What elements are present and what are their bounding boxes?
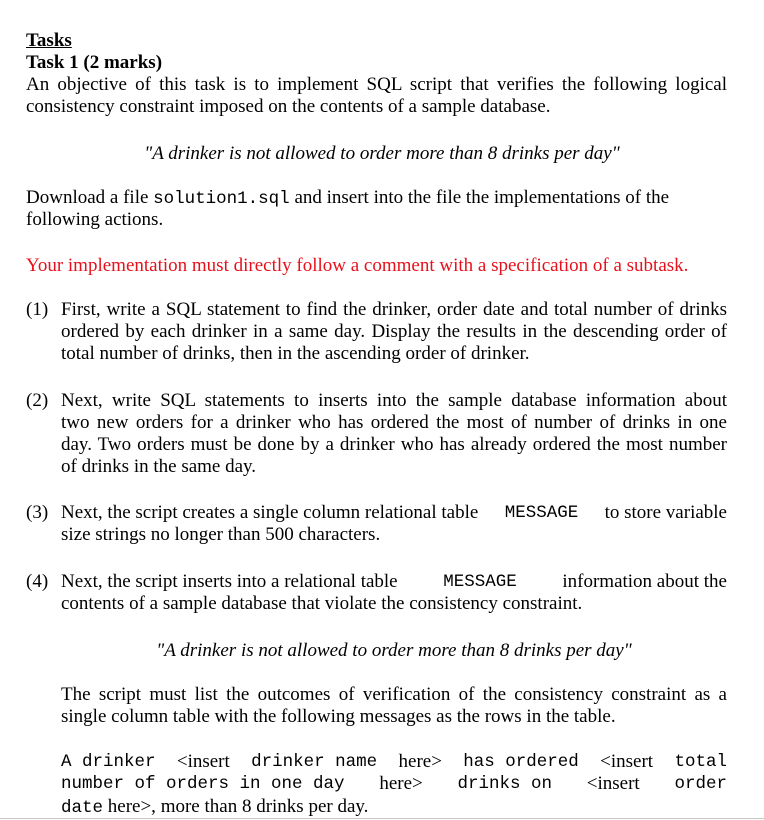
item-2-number: (2) — [26, 390, 49, 411]
item-3-line-1 — [61, 502, 727, 524]
item-3-code: MESSAGE — [504, 503, 579, 523]
template-insert-1: <insert — [176, 751, 230, 772]
item-3-line-2: size strings no longer than 500 characters. — [61, 524, 381, 545]
template-line-2 — [61, 773, 727, 795]
item-4-code: MESSAGE — [443, 572, 517, 592]
item-4-text-after: information about the — [562, 571, 727, 592]
template-a-drinker: A drinker — [61, 752, 156, 772]
template-has-ordered: has ordered — [463, 752, 579, 772]
template-here-2: here> — [379, 773, 423, 794]
template-number-of-orders: number of orders in one day — [61, 774, 345, 794]
template-line-3 — [61, 796, 727, 819]
section-title: Tasks — [26, 30, 72, 51]
item-4-line-1 — [61, 571, 727, 593]
download-text-after: and insert into the file the implementations of the — [289, 187, 670, 208]
template-order: order — [674, 774, 727, 794]
item-1-line-2: ordered by each drinker in a same day. Display the results in the descending order of — [61, 321, 727, 342]
item-2-line-4: of drinks in the same day. — [61, 456, 257, 477]
item-2-line-1: Next, write SQL statements to inserts into the sample database information about — [61, 390, 727, 411]
item-4-text-before: Next, the script inserts into a relational table — [61, 571, 398, 592]
page-divider — [0, 818, 764, 819]
template-date: date — [61, 798, 104, 818]
item-1-line-3: total number of drinks, then in the ascending order of drinker. — [61, 343, 530, 364]
item-1-number: (1) — [26, 299, 49, 320]
template-line-1 — [61, 751, 727, 773]
item-4-number: (4) — [26, 571, 49, 592]
item-3-text-after: to store variable — [604, 502, 727, 523]
outcomes-line-2: single column table with the following messages as the rows in the table. — [61, 706, 616, 727]
download-line-2: following actions. — [26, 209, 164, 230]
task-title: Task 1 (2 marks) — [26, 52, 163, 73]
item-2-line-2: two new orders for a drinker who has ordered the most of number of drinks in one — [61, 412, 727, 433]
item-4-line-2: contents of a sample database that violate the consistency constraint. — [61, 593, 583, 614]
item-4-quote: "A drinker is not allowed to order more than 8 drinks per day" — [156, 640, 632, 661]
download-text-before: Download a file — [26, 187, 154, 208]
download-filename: solution1.sql — [153, 189, 290, 209]
constraint-quote: "A drinker is not allowed to order more than 8 drinks per day" — [144, 143, 620, 164]
template-insert-3: <insert — [586, 773, 640, 794]
item-2-line-3: day. Two orders must be done by a drinker who has already ordered the most number — [61, 434, 727, 455]
template-total: total — [674, 752, 727, 772]
implementation-note: Your implementation must directly follow a comment with a specification of a subtask. — [26, 255, 689, 276]
item-3-text-before: Next, the script creates a single column relational table — [61, 502, 479, 523]
item-3-number: (3) — [26, 502, 49, 523]
intro-line-2: consistency constraint imposed on the contents of a sample database. — [26, 96, 551, 117]
template-here-3: here>, — [107, 796, 156, 817]
template-here-1: here> — [398, 751, 442, 772]
template-more-than: more than 8 drinks per day. — [160, 796, 369, 817]
template-drinks-on: drinks on — [457, 774, 553, 794]
template-insert-2: <insert — [600, 751, 654, 772]
download-line-1 — [26, 187, 669, 210]
template-drinker-name: drinker name — [251, 752, 378, 772]
outcomes-line-1: The script must list the outcomes of verification of the consistency constraint as a — [61, 684, 727, 705]
item-1-line-1: First, write a SQL statement to find the drinker, order date and total number of drinks — [61, 299, 727, 320]
intro-line-1: An objective of this task is to implement SQL script that verifies the following logical — [26, 74, 727, 95]
